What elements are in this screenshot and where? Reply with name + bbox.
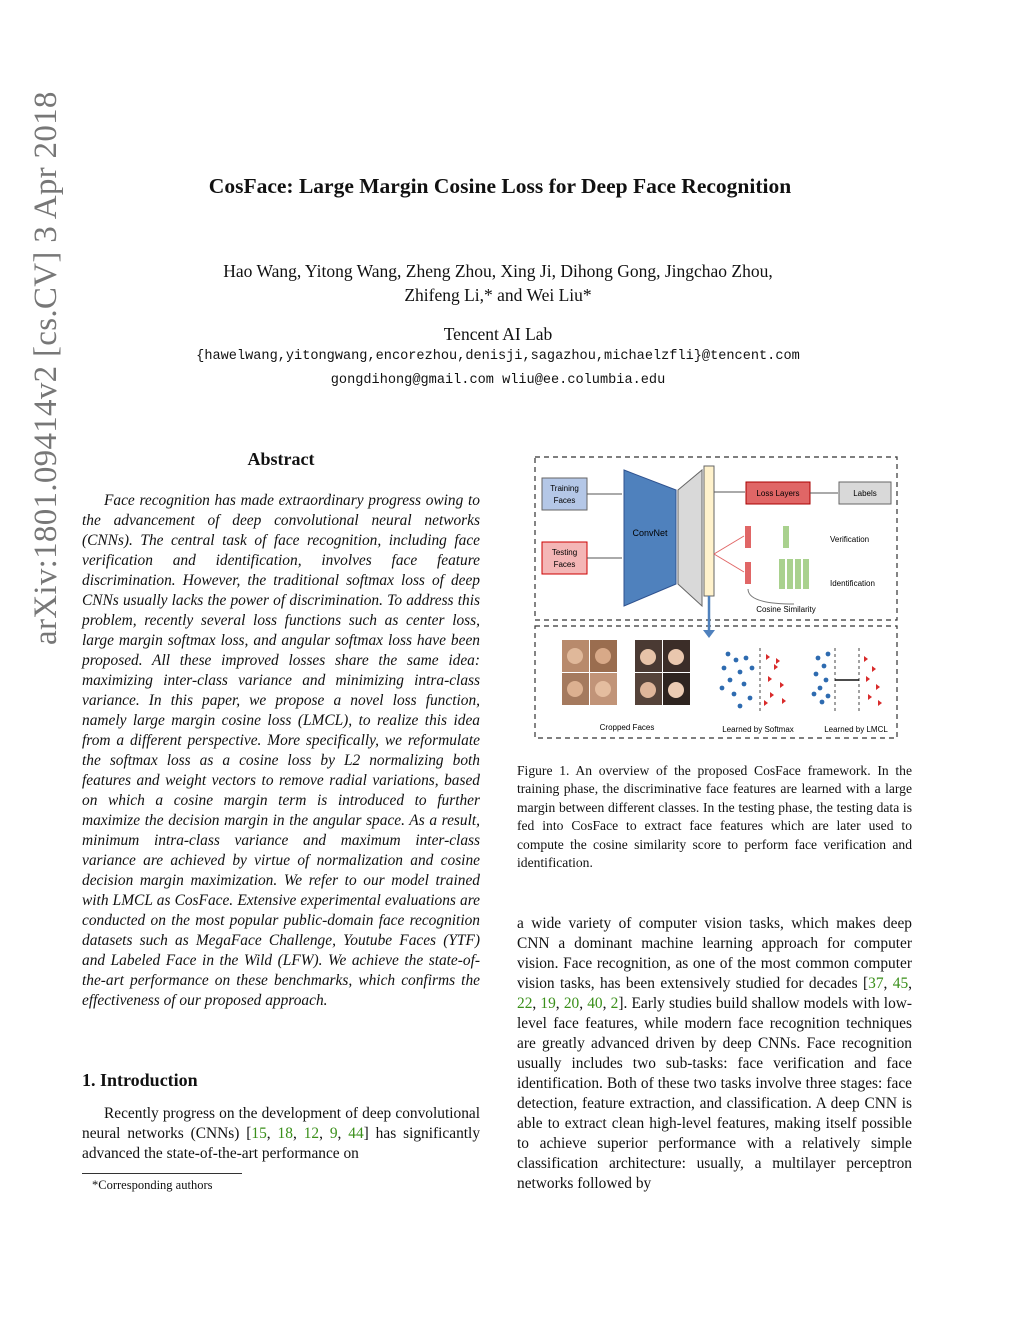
testing-faces-label-2: Faces [553, 560, 576, 569]
learned-softmax-label: Learned by Softmax [722, 725, 794, 734]
citation-link[interactable]: 12 [303, 1125, 320, 1142]
intro-paragraph: Recently progress on the development of deep convolutional neural networks (CNNs) [15, 18, 12, 9, 44] has significantly advanced the state-of-the-art performance on [82, 1105, 481, 1162]
abstract-body: Face recognition has made extraordinary progress owing to the advancement of deep convolutional neural networks (CNNs). The central task of face recognition, including face verification and identification, involves face feature discrimination. However, the traditional softmax loss of deep CNNs usually lacks the power of discrimination. To address this problem, recently several loss functions such as center loss, large margin softmax loss, and angular softmax loss have been proposed. All these improved losses share the same idea: maximizing inter-class variance and minimizing intra-class variance. In this paper, we propose a novel loss function, namely large margin cosine loss (LMCL), to realize this idea from a different perspective. More specifically, we reformulate the softmax loss as a cosine loss by L2 normalizing both features and weight vectors to remove radial variations, based on which a cosine margin term is introduced to further maximize the decision margin in the angular space. As a result, minimum intra-class variance and maximum inter-class variance are achieved by virtue of normalization and cosine decision margin maximization. We refer to our model trained with LMCL as CosFace. Extensive experimental evaluations are conducted on the most popular public-domain face recognition datasets such as MegaFace Challenge, Youtube Faces (YTF) and Labeled Face in the Wild (LFW). We achieve the state-of-the-art performance on these benchmarks, which confirms the effectiveness of our proposed approach. [82, 492, 480, 1009]
right-text-start: a wide variety of computer vision tasks, which makes deep CNN a dominant machine learning approach for computer vision. Face recognition, as one of the most common computer vision tasks, has been extensively studied for decades [ [517, 915, 912, 992]
verification-label: Verification [830, 535, 870, 544]
authors-line-1: Hao Wang, Yitong Wang, Zheng Zhou, Xing Ji, Dihong Gong, Jingchao Zhou, [223, 261, 773, 281]
abstract-heading: Abstract [247, 449, 315, 469]
citation-link[interactable]: 45 [892, 975, 909, 992]
lmcl-scatter [812, 648, 882, 712]
testing-faces-label-1: Testing [551, 548, 578, 557]
feature-vector [704, 466, 714, 596]
citation-link[interactable]: 20 [563, 995, 580, 1012]
verif-feature-2 [783, 526, 789, 548]
citation-link[interactable]: 22 [517, 995, 533, 1012]
affiliation: Tencent AI Lab [443, 324, 553, 344]
convnet-label: ConvNet [632, 528, 668, 538]
testing-frame [535, 626, 897, 738]
down-arrow-head [703, 630, 715, 638]
right-text-end: ]. Early studies build shallow models with low-level face features, while modern face recognition techniques are greatly advanced driven by deep CNNs. Face recognition usually includes two sub-tasks: face verification and face identification. Both of these two tasks involve three stages: face detection, feature extraction, and classification. A deep CNN is able to extract clean high-level features, making itself possible to achieve superior performance with a relatively simple classification architecture: usually, a multilayer perceptron networks followed by [517, 995, 913, 1192]
verif-feature-1 [745, 526, 751, 548]
hidden-layers-block [678, 470, 702, 606]
identification-label: Identification [830, 579, 875, 588]
testing-faces-box [542, 542, 587, 574]
cosine-similarity-label: Cosine Similarity [756, 605, 816, 614]
gallery-feature-2 [787, 559, 793, 589]
footnote: *Corresponding authors [92, 1178, 213, 1192]
citation-link[interactable]: 18 [277, 1125, 293, 1142]
convnet-block [624, 470, 676, 606]
authors-line-2: Zhifeng Li,* and Wei Liu* [404, 285, 592, 305]
footnote-rule [82, 1173, 242, 1174]
arxiv-side-stamp: arXiv:1801.09414v2 [cs.CV] 3 Apr 2018 [28, 91, 64, 645]
citation-link[interactable]: 37 [868, 975, 884, 992]
citation-link[interactable]: 2 [610, 995, 619, 1012]
gallery-feature-4 [803, 559, 809, 589]
emails-line-2: gongdihong@gmail.com wliu@ee.columbia.edu [330, 373, 666, 388]
identification-link [714, 554, 744, 572]
figure-1-diagram [532, 454, 902, 744]
labels-label: Labels [853, 489, 877, 498]
right-column-paragraph: a wide variety of computer vision tasks, which makes deep CNN a dominant machine learning approach for computer vision. Face recognition, as one of the most common computer vision tasks, has been extensively studied for decades [37, 45, 22, 19, 20, 40, 2]. Early studies build shallow models with low-level face features, while modern face recognition techniques are greatly advanced driven by deep CNNs. Face recognition usually includes two sub-tasks: face verification and face identification. Both of these two tasks involve three stages: face detection, feature extraction, and classification. A deep CNN is able to extract clean high-level features, making itself possible to achieve superior performance with a relatively simple classification architecture: usually, a multilayer perceptron networks followed by [517, 915, 913, 1192]
training-faces-label-1: Training [550, 484, 579, 493]
citation-link[interactable]: 19 [540, 995, 556, 1012]
emails-line-1: {hawelwang,yitongwang,encorezhou,denisji,sagazhou,michaelzfli}@tencent.com [196, 349, 800, 364]
loss-layers-label: Loss Layers [756, 489, 800, 498]
citation-link[interactable]: 15 [251, 1125, 267, 1142]
verification-link [714, 536, 744, 554]
gallery-feature-1 [779, 559, 785, 589]
cropped-faces-grid-1 [562, 640, 617, 705]
intro-text-start: Recently progress on the development of deep convolutional neural networks (CNNs) [ [82, 1105, 480, 1142]
citation-link[interactable]: 44 [348, 1125, 364, 1142]
cosine-link [748, 589, 794, 604]
figure-1-caption: Figure 1. An overview of the proposed CosFace framework. In the training phase, the discriminative face features are learned with a large margin between different classes. In the testing phase, the testing data is fed into CosFace to extract face features which are later used to compute the cosine similarity score to perform face verification and identification. [517, 763, 912, 871]
cropped-faces-grid-2 [635, 640, 690, 705]
paper-title: CosFace: Large Margin Cosine Loss for Deep Face Recognition [208, 174, 792, 198]
ident-feature [745, 562, 751, 584]
softmax-scatter [720, 648, 786, 712]
intro-text-end: ] has significantly advanced the state-of-the-art performance on [82, 1125, 481, 1162]
gallery-feature-3 [795, 559, 801, 589]
training-faces-box [542, 478, 587, 510]
learned-lmcl-label: Learned by LMCL [824, 725, 888, 734]
citation-link[interactable]: 40 [587, 995, 603, 1012]
cropped-faces-label: Cropped Faces [599, 723, 655, 732]
training-faces-label-2: Faces [553, 496, 576, 505]
citation-link[interactable]: 9 [329, 1125, 338, 1142]
section-heading-introduction: 1. Introduction [82, 1070, 198, 1090]
